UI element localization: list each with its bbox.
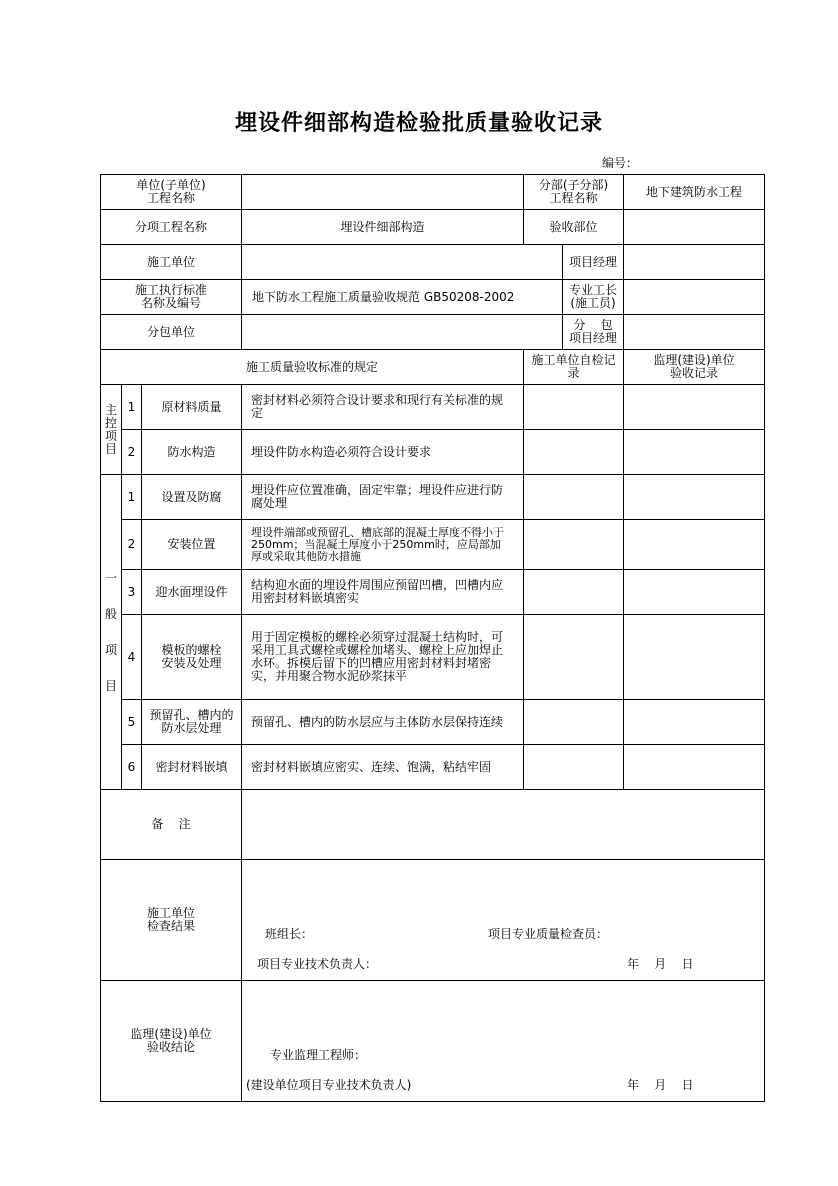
remarks-label: 备 注 [101,790,242,860]
date-label: 年 月 日 [627,957,694,971]
sub-project-label: 分部(子分部) 工程名称 [524,175,624,210]
quality-inspector-label: 项目专业质量检查员： [488,927,609,941]
header-row-project [101,175,765,210]
general-item-row [101,745,765,790]
item-number: 4 [122,615,142,700]
self-check-field[interactable] [524,700,624,745]
item-name: 密封材料嵌填 [142,745,242,790]
supervision-field[interactable] [624,700,765,745]
item-number: 1 [122,385,142,430]
construction-result-label: 施工单位 检查结果 [101,860,242,981]
spec-column-header: 施工质量验收标准的规定 [101,350,524,385]
item-name: 模板的螺栓安装及处理 [142,615,242,700]
item-name: 原材料质量 [142,385,242,430]
unit-name-label: 单位(子单位) 工程名称 [101,175,242,210]
supervision-column-header: 监理(建设)单位 验收记录 [624,350,765,385]
supervision-field[interactable] [624,475,765,520]
main-item-row [101,385,765,430]
item-number: 2 [122,430,142,475]
general-group-label: 一 般 项 目 [101,475,122,790]
general-item-row [101,700,765,745]
self-check-field[interactable] [524,430,624,475]
inspection-form [100,174,765,1102]
self-check-field[interactable] [524,570,624,615]
construction-result-row [101,860,765,981]
item-spec: 结构迎水面的埋设件周围应预留凹槽，凹槽内应用密封材料嵌填密实 [242,570,524,615]
self-check-field[interactable] [524,475,624,520]
item-name: 设置及防腐 [142,475,242,520]
general-item-row [101,615,765,700]
self-check-column-header: 施工单位自检记录 [524,350,624,385]
supervision-field[interactable] [624,430,765,475]
item-number: 3 [122,570,142,615]
remarks-field[interactable] [242,790,765,860]
item-spec: 埋设件防水构造必须符合设计要求 [242,430,524,475]
remarks-row [101,790,765,860]
column-header-row [101,350,765,385]
general-item-row [101,475,765,520]
supervision-field[interactable] [624,745,765,790]
supervision-field[interactable] [624,615,765,700]
item-spec: 密封材料嵌填应密实、连续、饱满，粘结牢固 [242,745,524,790]
team-leader-label: 班组长： [265,927,314,941]
accept-part-label: 验收部位 [524,210,624,245]
accept-part-field[interactable] [624,210,765,245]
project-manager-field[interactable] [624,245,765,280]
header-row-item [101,210,765,245]
self-check-field[interactable] [524,745,624,790]
foreman-label: 专业工长 (施工员) [563,280,624,315]
item-spec: 埋设件应位置准确，固定牢靠；埋设件应进行防腐处理 [242,475,524,520]
main-item-row [101,430,765,475]
self-check-field[interactable] [524,385,624,430]
supervision-result-field[interactable] [242,981,765,1102]
main-control-group-label: 主 控 项 目 [101,385,122,475]
item-number: 1 [122,475,142,520]
serial-number-label: 编号： [602,156,639,170]
foreman-field[interactable] [624,280,765,315]
item-spec: 用于固定模板的螺栓必须穿过混凝土结构时，可采用工具式螺栓或螺栓加堵头、螺栓上应加焊止水环。拆模后留下的凹槽应用密封材料封堵密实，并用聚合物水泥砂浆抹平 [242,615,524,700]
construction-result-field[interactable] [242,860,765,981]
header-row-standard [101,280,765,315]
item-name: 预留孔、槽内的防水层处理 [142,700,242,745]
unit-name-field[interactable] [242,175,524,210]
item-spec: 埋设件端部或预留孔、槽底部的混凝土厚度不得小于250mm；当混凝土厚度小于250mm时，应局部加厚或采取其他防水措施 [242,520,524,570]
item-name-field[interactable]: 埋设件细部构造 [242,210,524,245]
construction-unit-label: 施工单位 [101,245,242,280]
item-name-label: 分项工程名称 [101,210,242,245]
general-item-row [101,570,765,615]
supervision-result-label: 监理(建设)单位 验收结论 [101,981,242,1102]
subcontractor-label: 分包单位 [101,315,242,350]
tech-leader-label: 项目专业技术负责人： [257,957,378,971]
project-manager-label: 项目经理 [563,245,624,280]
sub-project-field[interactable]: 地下建筑防水工程 [624,175,765,210]
subcontractor-field[interactable] [242,315,563,350]
item-name: 安装位置 [142,520,242,570]
supervision-field[interactable] [624,385,765,430]
owner-tech-leader-label: (建设单位项目专业技术负责人) [246,1078,412,1092]
item-spec: 预留孔、槽内的防水层应与主体防水层保持连续 [242,700,524,745]
supervision-field[interactable] [624,520,765,570]
item-spec: 密封材料必须符合设计要求和现行有关标准的规定 [242,385,524,430]
supervision-result-row [101,981,765,1102]
date-label: 年 月 日 [627,1078,694,1092]
item-number: 2 [122,520,142,570]
standard-field[interactable]: 地下防水工程施工质量验收规范 GB50208-2002 [242,280,563,315]
sub-project-manager-field[interactable] [624,315,765,350]
supervising-engineer-label: 专业监理工程师： [270,1048,367,1062]
self-check-field[interactable] [524,615,624,700]
item-name: 防水构造 [142,430,242,475]
item-number: 6 [122,745,142,790]
self-check-field[interactable] [524,520,624,570]
construction-unit-field[interactable] [242,245,563,280]
item-name: 迎水面埋设件 [142,570,242,615]
general-item-row [101,520,765,570]
item-number: 5 [122,700,142,745]
page-title: 埋设件细部构造检验批质量验收记录 [234,111,603,136]
header-row-construction-unit [101,245,765,280]
standard-label: 施工执行标准 名称及编号 [101,280,242,315]
supervision-field[interactable] [624,570,765,615]
sub-project-manager-label: 分 包 项目经理 [563,315,624,350]
header-row-subcontractor [101,315,765,350]
